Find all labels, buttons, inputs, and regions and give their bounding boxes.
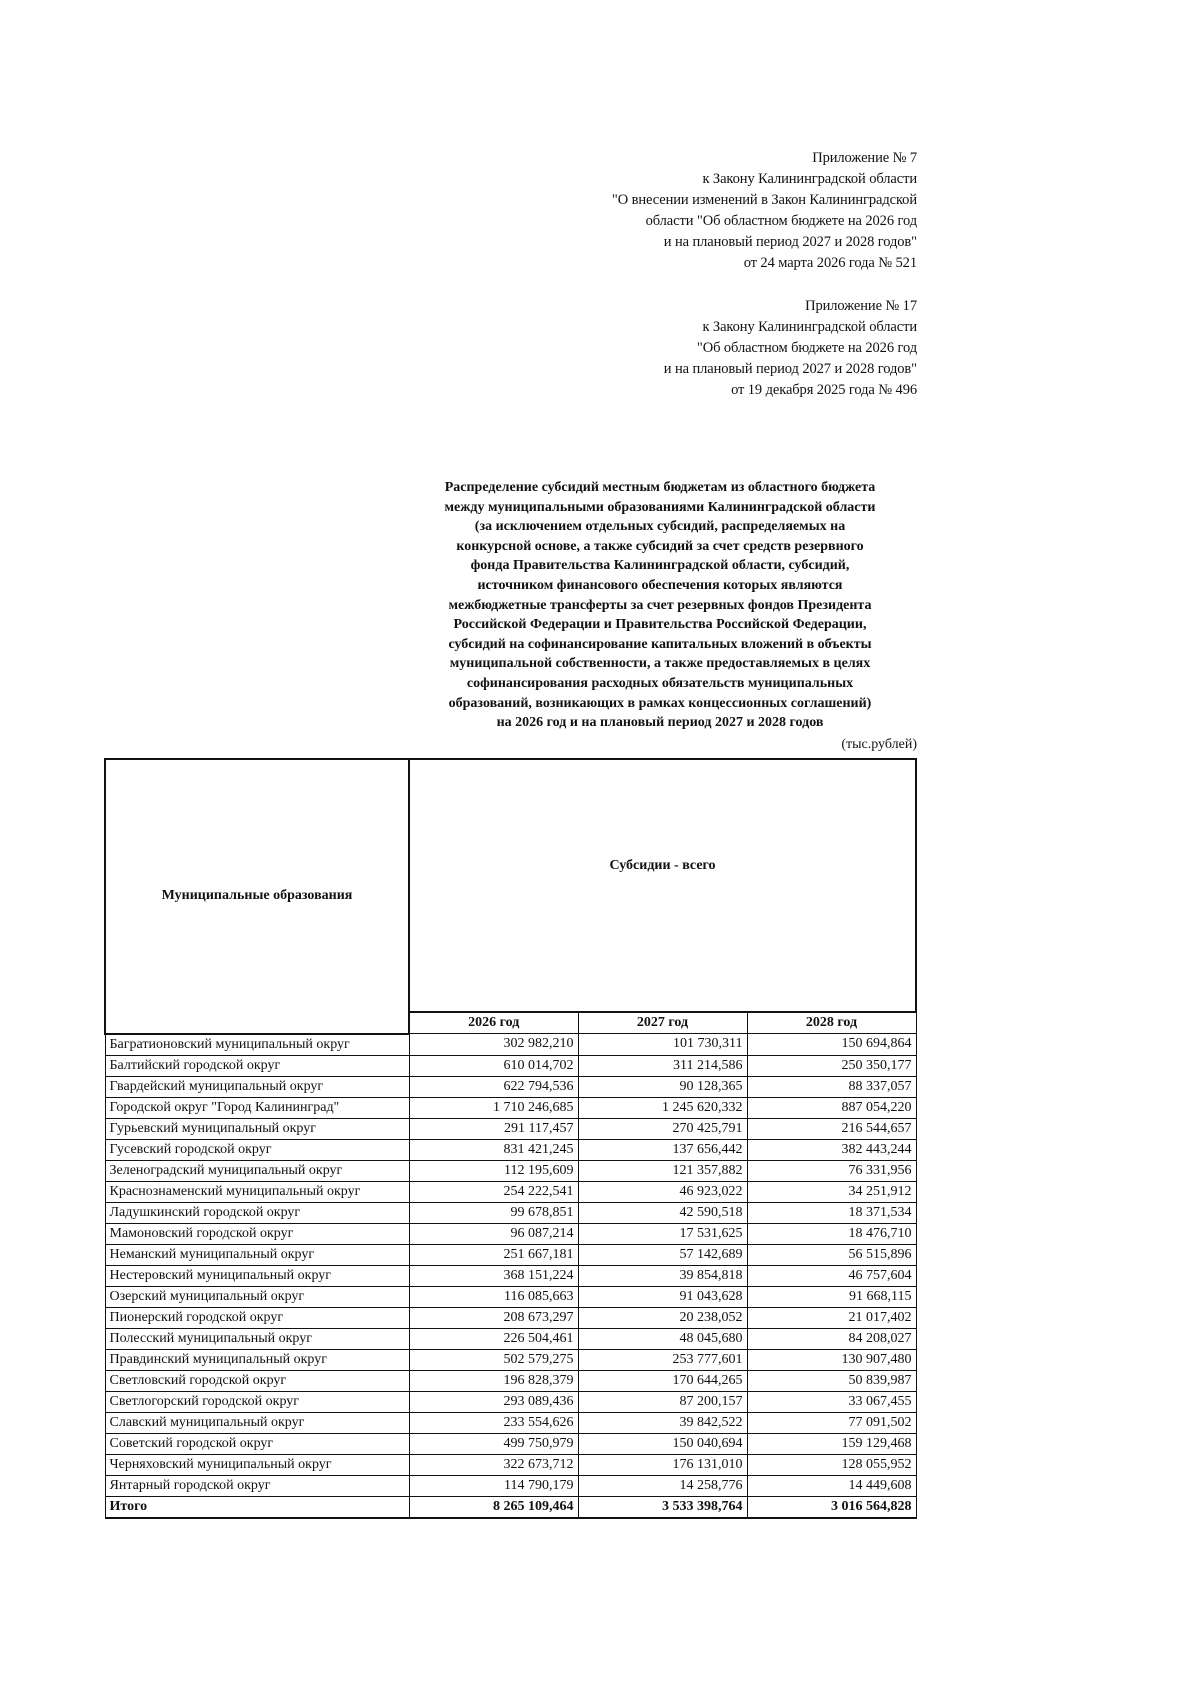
table-row	[105, 1160, 916, 1181]
value-2026-cell: 622 794,536	[409, 1076, 578, 1097]
municipality-name-cell: Гусевский городской округ	[105, 1139, 409, 1160]
value-2027-cell: 91 043,628	[578, 1286, 747, 1307]
title-line: источником финансового обеспечения которых являются	[477, 577, 843, 593]
table-body	[105, 1034, 916, 1518]
value-2027-cell: 1 245 620,332	[578, 1097, 747, 1118]
appendix-7-line: Приложение № 7	[812, 150, 917, 166]
value-2026-cell: 208 673,297	[409, 1307, 578, 1328]
value-2027-cell: 311 214,586	[578, 1055, 747, 1076]
title-line: между муниципальными образованиями Калининградской области	[444, 499, 876, 515]
appendix-17-line: и на плановый период 2027 и 2028 годов"	[663, 361, 917, 377]
appendix-17-line: от 19 декабря 2025 года № 496	[731, 382, 917, 398]
value-2027-cell: 121 357,882	[578, 1160, 747, 1181]
value-2028-cell: 130 907,480	[747, 1349, 916, 1370]
value-2028-cell: 84 208,027	[747, 1328, 916, 1349]
title-line: муниципальной собственности, а также предоставляемых в целях	[449, 656, 871, 672]
municipality-name-cell: Светлогорский городской округ	[105, 1391, 409, 1412]
title-line: образований, возникающих в рамках концессионных соглашений)	[448, 695, 872, 711]
value-2027-cell: 170 644,265	[578, 1370, 747, 1391]
municipality-name-cell: Городской округ "Город Калининград"	[105, 1097, 409, 1118]
appendix-7-header	[612, 148, 917, 274]
title-line: Российской Федерации и Правительства Российской Федерации,	[453, 617, 867, 633]
header-municipalities: Муниципальные образования	[105, 759, 409, 1034]
appendix-17-line: Приложение № 17	[805, 298, 917, 314]
value-2026-cell: 96 087,214	[409, 1223, 578, 1244]
table-row	[105, 1286, 916, 1307]
table-row	[105, 1412, 916, 1433]
value-2027-cell: 39 842,522	[578, 1412, 747, 1433]
title-line: софинансирования расходных обязательств муниципальных	[466, 675, 854, 691]
value-2026-cell: 293 089,436	[409, 1391, 578, 1412]
municipality-name-cell: Итого	[105, 1496, 409, 1518]
value-2028-cell: 159 129,468	[747, 1433, 916, 1454]
municipality-name-cell: Багратионовский муниципальный округ	[105, 1034, 409, 1056]
table-row	[105, 1055, 916, 1076]
table-row	[105, 1034, 916, 1056]
title-line: фонда Правительства Калининградской области, субсидий,	[470, 558, 850, 574]
value-2028-cell: 77 091,502	[747, 1412, 916, 1433]
value-2028-cell: 91 668,115	[747, 1286, 916, 1307]
municipality-name-cell: Мамоновский городской округ	[105, 1223, 409, 1244]
value-2028-cell: 56 515,896	[747, 1244, 916, 1265]
municipality-name-cell: Полесский муниципальный округ	[105, 1328, 409, 1349]
value-2026-cell: 368 151,224	[409, 1265, 578, 1286]
municipality-name-cell: Неманский муниципальный округ	[105, 1244, 409, 1265]
value-2026-cell: 226 504,461	[409, 1328, 578, 1349]
municipality-name-cell: Славский муниципальный округ	[105, 1412, 409, 1433]
value-2026-cell: 610 014,702	[409, 1055, 578, 1076]
municipality-name-cell: Советский городской округ	[105, 1433, 409, 1454]
appendix-7-line: "О внесении изменений в Закон Калининградской	[611, 192, 917, 208]
value-2027-cell: 3 533 398,764	[578, 1496, 747, 1518]
title-line: субсидий на софинансирование капитальных вложений в объекты	[448, 636, 872, 652]
value-2027-cell: 42 590,518	[578, 1202, 747, 1223]
value-2028-cell: 250 350,177	[747, 1055, 916, 1076]
table-row	[105, 1328, 916, 1349]
value-2027-cell: 90 128,365	[578, 1076, 747, 1097]
value-2026-cell: 251 667,181	[409, 1244, 578, 1265]
value-2028-cell: 21 017,402	[747, 1307, 916, 1328]
appendix-7-line: и на плановый период 2027 и 2028 годов"	[663, 234, 917, 250]
table-row	[105, 1349, 916, 1370]
table-row	[105, 1181, 916, 1202]
value-2027-cell: 57 142,689	[578, 1244, 747, 1265]
value-2027-cell: 17 531,625	[578, 1223, 747, 1244]
table-row	[105, 1118, 916, 1139]
value-2028-cell: 14 449,608	[747, 1475, 916, 1496]
appendix-7-line: к Закону Калининградской области	[702, 171, 917, 187]
value-2027-cell: 14 258,776	[578, 1475, 747, 1496]
value-2028-cell: 33 067,455	[747, 1391, 916, 1412]
municipality-name-cell: Озерский муниципальный округ	[105, 1286, 409, 1307]
value-2026-cell: 114 790,179	[409, 1475, 578, 1496]
municipality-name-cell: Правдинский муниципальный округ	[105, 1349, 409, 1370]
value-2028-cell: 382 443,244	[747, 1139, 916, 1160]
municipality-name-cell: Светловский городской округ	[105, 1370, 409, 1391]
appendix-17-line: "Об областном бюджете на 2026 год	[696, 340, 917, 356]
value-2027-cell: 150 040,694	[578, 1433, 747, 1454]
table-row	[105, 1223, 916, 1244]
value-2028-cell: 216 544,657	[747, 1118, 916, 1139]
subsidies-table	[104, 758, 917, 1519]
value-2026-cell: 499 750,979	[409, 1433, 578, 1454]
value-2028-cell: 18 371,534	[747, 1202, 916, 1223]
value-2028-cell: 128 055,952	[747, 1454, 916, 1475]
value-2026-cell: 291 117,457	[409, 1118, 578, 1139]
value-2026-cell: 502 579,275	[409, 1349, 578, 1370]
value-2026-cell: 302 982,210	[409, 1034, 578, 1056]
value-2028-cell: 88 337,057	[747, 1076, 916, 1097]
municipality-name-cell: Гурьевский муниципальный округ	[105, 1118, 409, 1139]
value-2027-cell: 101 730,311	[578, 1034, 747, 1056]
value-2028-cell: 50 839,987	[747, 1370, 916, 1391]
municipality-name-cell: Балтийский городской округ	[105, 1055, 409, 1076]
table-row	[105, 1244, 916, 1265]
value-2026-cell: 1 710 246,685	[409, 1097, 578, 1118]
municipality-name-cell: Черняховский муниципальный округ	[105, 1454, 409, 1475]
municipality-name-cell: Гвардейский муниципальный округ	[105, 1076, 409, 1097]
table-row	[105, 1370, 916, 1391]
value-2026-cell: 8 265 109,464	[409, 1496, 578, 1518]
value-2028-cell: 46 757,604	[747, 1265, 916, 1286]
value-2026-cell: 831 421,245	[409, 1139, 578, 1160]
appendix-17-line: к Закону Калининградской области	[702, 319, 917, 335]
value-2026-cell: 116 085,663	[409, 1286, 578, 1307]
appendix-7-line: от 24 марта 2026 года № 521	[743, 255, 917, 271]
total-row	[105, 1496, 916, 1518]
table-row	[105, 1475, 916, 1496]
table-row	[105, 1097, 916, 1118]
value-2028-cell: 150 694,864	[747, 1034, 916, 1056]
table-row	[105, 1307, 916, 1328]
title-line: на 2026 год и на плановый период 2027 и 2028 годов	[496, 715, 824, 731]
title-line: межбюджетные трансферты за счет резервных фондов Президента	[448, 597, 872, 613]
municipality-name-cell: Янтарный городской округ	[105, 1475, 409, 1496]
header-year-2028: 2028 год	[747, 1012, 916, 1034]
value-2026-cell: 322 673,712	[409, 1454, 578, 1475]
appendix-17-header	[664, 296, 917, 401]
value-2026-cell: 99 678,851	[409, 1202, 578, 1223]
title-line: конкурсной основе, а также субсидий за счет средств резервного	[456, 538, 864, 554]
value-2027-cell: 270 425,791	[578, 1118, 747, 1139]
value-2028-cell: 76 331,956	[747, 1160, 916, 1181]
value-2027-cell: 48 045,680	[578, 1328, 747, 1349]
header-subsidies-total: Субсидии - всего	[409, 759, 916, 1012]
table-row	[105, 1139, 916, 1160]
municipality-name-cell: Зеленоградский муниципальный округ	[105, 1160, 409, 1181]
title-line: (за исключением отдельных субсидий, распределяемых на	[474, 519, 846, 535]
table-row	[105, 1202, 916, 1223]
municipality-name-cell: Нестеровский муниципальный округ	[105, 1265, 409, 1286]
units-label: (тыс.рублей)	[841, 737, 917, 752]
value-2027-cell: 46 923,022	[578, 1181, 747, 1202]
table-row	[105, 1265, 916, 1286]
value-2028-cell: 18 476,710	[747, 1223, 916, 1244]
title-line: Распределение субсидий местным бюджетам из областного бюджета	[444, 480, 876, 495]
value-2027-cell: 176 131,010	[578, 1454, 747, 1475]
value-2026-cell: 196 828,379	[409, 1370, 578, 1391]
header-year-2027: 2027 год	[578, 1012, 747, 1034]
municipality-name-cell: Краснознаменский муниципальный округ	[105, 1181, 409, 1202]
value-2027-cell: 39 854,818	[578, 1265, 747, 1286]
value-2027-cell: 20 238,052	[578, 1307, 747, 1328]
value-2028-cell: 3 016 564,828	[747, 1496, 916, 1518]
value-2027-cell: 137 656,442	[578, 1139, 747, 1160]
value-2026-cell: 233 554,626	[409, 1412, 578, 1433]
appendix-7-line: области "Об областном бюджете на 2026 год	[645, 213, 917, 229]
municipality-name-cell: Ладушкинский городской округ	[105, 1202, 409, 1223]
table-row	[105, 1433, 916, 1454]
table-row	[105, 1454, 916, 1475]
header-year-2026: 2026 год	[409, 1012, 578, 1034]
value-2026-cell: 254 222,541	[409, 1181, 578, 1202]
document-title	[405, 478, 915, 733]
municipality-name-cell: Пионерский городской округ	[105, 1307, 409, 1328]
value-2028-cell: 887 054,220	[747, 1097, 916, 1118]
value-2027-cell: 87 200,157	[578, 1391, 747, 1412]
value-2027-cell: 253 777,601	[578, 1349, 747, 1370]
table-row	[105, 1076, 916, 1097]
table-row	[105, 1391, 916, 1412]
value-2026-cell: 112 195,609	[409, 1160, 578, 1181]
value-2028-cell: 34 251,912	[747, 1181, 916, 1202]
